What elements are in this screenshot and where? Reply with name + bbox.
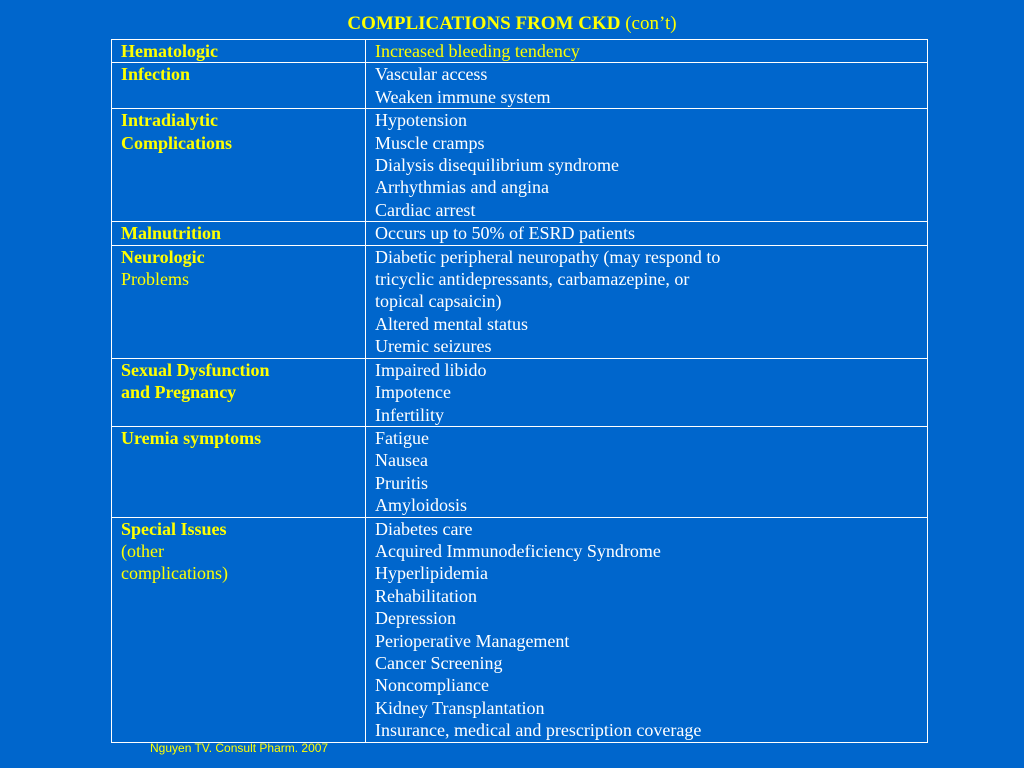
details-cell <box>366 358 928 426</box>
detail-item: Insurance, medical and prescription coverage <box>375 720 702 741</box>
title-suffix: (con’t) <box>625 13 677 34</box>
citation-footer: Nguyen TV. Consult Pharm. 2007 <box>150 741 329 755</box>
detail-item: Rehabilitation <box>375 585 477 606</box>
category-label: Problems <box>121 269 190 290</box>
category-label: (other <box>121 540 164 561</box>
detail-item: Hypotension <box>375 110 467 131</box>
detail-item: Diabetic peripheral neuropathy (may respond to <box>375 246 721 267</box>
detail-item: Cancer Screening <box>375 652 503 673</box>
category-label: Sexual Dysfunction <box>121 359 270 380</box>
detail-item: Uremic seizures <box>375 336 492 357</box>
detail-item: Acquired Immunodeficiency Syndrome <box>375 540 661 561</box>
category-label: and Pregnancy <box>121 382 237 403</box>
table-row <box>112 517 928 742</box>
category-label: Special Issues <box>121 518 227 539</box>
detail-item: Arrhythmias and angina <box>375 177 549 198</box>
detail-item: tricyclic antidepressants, carbamazepine, or <box>375 269 690 290</box>
category-label: Hematologic <box>121 41 218 61</box>
detail-item: Perioperative Management <box>375 630 570 651</box>
detail-item: Impaired libido <box>375 359 487 380</box>
category-label: Neurologic <box>121 246 205 267</box>
detail-item: Diabetes care <box>375 518 473 539</box>
category-cell <box>112 63 366 109</box>
category-label: Intradialytic <box>121 110 218 131</box>
details-cell <box>366 245 928 358</box>
detail-item: Hyperlipidemia <box>375 563 488 584</box>
detail-item: Kidney Transplantation <box>375 697 545 718</box>
category-label: Infection <box>121 64 190 85</box>
category-cell <box>112 517 366 742</box>
complications-table-body <box>112 40 928 743</box>
details-cell <box>366 222 928 245</box>
detail-item: Vascular access <box>375 64 488 85</box>
details-cell <box>366 426 928 517</box>
category-label: complications) <box>121 563 228 584</box>
table-row <box>112 245 928 358</box>
table-row <box>112 109 928 222</box>
details-cell <box>366 517 928 742</box>
detail-item: Infertility <box>375 404 444 425</box>
detail-item: Depression <box>375 608 456 629</box>
details-cell <box>366 109 928 222</box>
category-cell <box>112 358 366 426</box>
category-cell <box>112 222 366 245</box>
detail-item: Nausea <box>375 450 428 471</box>
table-row <box>112 222 928 245</box>
detail-item: Occurs up to 50% of ESRD patients <box>375 223 635 244</box>
table-row <box>112 358 928 426</box>
detail-item: Altered mental status <box>375 313 528 334</box>
detail-item: Dialysis disequilibrium syndrome <box>375 155 619 176</box>
detail-item: Cardiac arrest <box>375 199 476 220</box>
category-cell <box>112 426 366 517</box>
table-row <box>112 63 928 109</box>
title-main: COMPLICATIONS FROM CKD <box>347 13 621 34</box>
detail-item: Muscle cramps <box>375 132 485 153</box>
detail-item: Increased bleeding tendency <box>375 41 580 61</box>
detail-item: Impotence <box>375 382 451 403</box>
detail-item: Amyloidosis <box>375 495 468 516</box>
category-cell <box>112 109 366 222</box>
details-cell <box>366 40 928 63</box>
category-cell <box>112 245 366 358</box>
complications-table <box>111 39 928 743</box>
detail-item: Noncompliance <box>375 675 489 696</box>
category-label: Uremia symptoms <box>121 427 262 448</box>
category-cell <box>112 40 366 63</box>
slide-title <box>0 12 1024 36</box>
detail-item: Fatigue <box>375 427 429 448</box>
detail-item: topical capsaicin) <box>375 291 502 312</box>
table-row <box>112 426 928 517</box>
category-label: Complications <box>121 132 233 153</box>
details-cell <box>366 63 928 109</box>
category-label: Malnutrition <box>121 223 222 244</box>
detail-item: Pruritis <box>375 472 429 493</box>
detail-item: Weaken immune system <box>375 86 551 107</box>
table-row <box>112 40 928 63</box>
